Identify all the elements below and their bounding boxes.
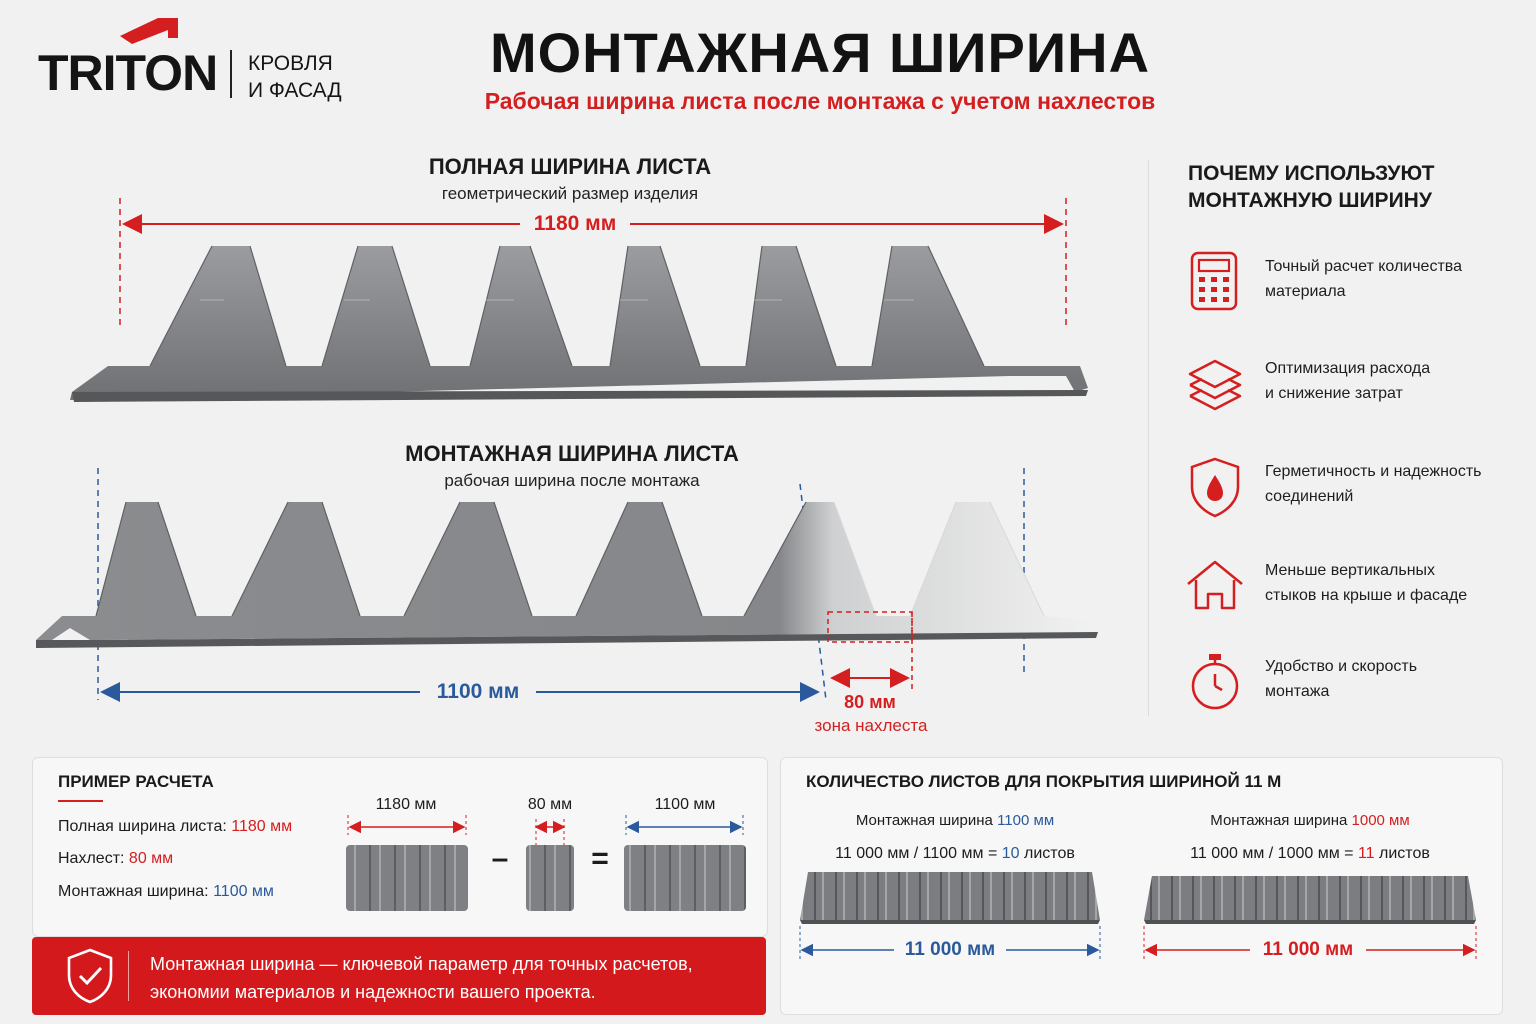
full-sheet-profile [70,246,1088,402]
why-item-joints [1182,554,1522,624]
house-icon [1182,554,1248,620]
mount-sheet-caption: МОНТАЖНАЯ ШИРИНА ЛИСТА [405,441,739,466]
why-text-calculation: Точный расчет количества материала [1265,258,1462,300]
count-left-dimension: 11 000 мм [904,939,996,960]
mount-sheet-subcaption: рабочая ширина после монтажа [444,471,700,490]
count-right-label: Монтажная ширина 1000 мм [1210,812,1410,829]
why-text-sealing: Герметичность и надежность соединений [1265,463,1482,505]
example-minus-sign: – [491,842,509,875]
banner-separator [128,951,129,1001]
full-dim-value: 1180 мм [533,212,617,235]
page-title: МОНТАЖНАЯ ШИРИНА [489,21,1151,84]
example-title-underline [58,800,103,802]
example-dim-mount: 1100 мм [654,796,716,813]
example-mount-row: Монтажная ширина: 1100 мм [58,883,274,900]
example-equals-sign: = [591,842,609,875]
example-sheet-full [346,845,468,911]
why-text-speed: Удобство и скорость монтажа [1265,658,1418,700]
count-left-label: Монтажная ширина 1100 мм [855,812,1055,829]
count-right-sheets [1144,876,1476,920]
why-title-line-2: МОНТАЖНУЮ ШИРИНУ [1188,189,1432,212]
tagline-line-1: КРОВЛЯ [248,52,333,75]
why-title-line-1: ПОЧЕМУ ИСПОЛЬЗУЮТ [1188,162,1435,185]
stopwatch-icon [1182,650,1248,716]
tagline-line-2: И ФАСАД [248,79,342,102]
example-dim-full: 1180 мм [375,796,437,813]
count-left-formula: 11 000 мм / 1100 мм = 10 листов [835,845,1075,862]
count-left-sheets [800,872,1100,920]
mount-sheet-profile [36,502,1098,648]
why-item-sealing [1182,455,1522,525]
banner-text: Монтажная ширина — ключевой параметр для точных расчетов, экономии материалов и надежности вашего проекта. [150,954,693,1002]
count-right-dimension: 11 000 мм [1262,939,1354,960]
why-text-optimization: Оптимизация расхода и снижение затрат [1265,360,1431,402]
example-sheet-overlap [526,845,574,911]
full-sheet-caption: ПОЛНАЯ ШИРИНА ЛИСТА [428,154,712,179]
count-title: КОЛИЧЕСТВО ЛИСТОВ ДЛЯ ПОКРЫТИЯ ШИРИНОЙ 11 М [806,772,1282,791]
layers-icon [1182,352,1248,418]
example-title: ПРИМЕР РАСЧЕТА [58,772,214,791]
key-message-banner [32,937,766,1015]
count-right-formula: 11 000 мм / 1000 мм = 11 листов [1190,845,1430,862]
why-title [1188,160,1434,214]
shield-check-icon [64,947,116,1005]
why-text-joints: Меньше вертикальных стыков на крыше и фасаде [1265,562,1468,604]
example-dim-overlap: 80 мм [527,796,573,813]
why-item-speed [1182,650,1522,720]
example-diagram [340,815,760,915]
mount-dim-value: 1100 мм [436,680,520,703]
overlap-zone-label: зона нахлеста [814,716,928,735]
example-full-row: Полная ширина листа: 1180 мм [58,818,293,835]
why-item-optimization [1182,352,1522,422]
page-subtitle: Рабочая ширина листа после монтажа с учетом нахлестов [484,88,1156,114]
shield-drop-icon [1182,455,1248,521]
why-item-calculation [1182,250,1522,320]
calculator-icon [1182,250,1248,316]
overlap-dim-value: 80 мм [844,692,896,712]
example-overlap-row: Нахлест: 80 мм [58,850,174,867]
full-sheet-subcaption: геометрический размер изделия [441,184,699,203]
panel-divider [1148,160,1149,716]
brand-name: TRITON [38,45,218,101]
example-sheet-mount [624,845,746,911]
